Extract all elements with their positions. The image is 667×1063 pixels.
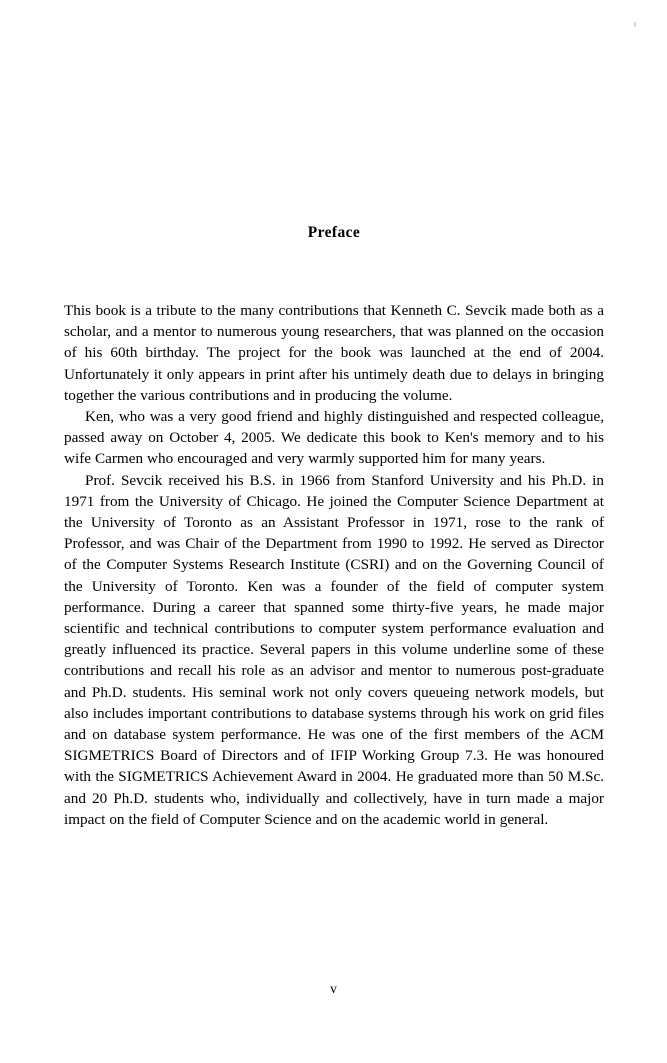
paragraph-dedication: Ken, who was a very good friend and highly distinguished and respected colleague, passed away on October 4, 2005. We dedicate this book to Ken's memory and to his wife Carmen who encouraged and very warmly supported him for many years. [64, 408, 604, 468]
page-number: v [330, 981, 337, 996]
text-block [64, 0, 604, 830]
paragraph-biography: Prof. Sevcik received his B.S. in 1966 from Stanford University and his Ph.D. in 1971 from the University of Chicago. He joined the Computer Science Department at the University of Toronto as an Assistant Professor in 1971, rose to the rank of Professor, and was Chair of the Department from 1990 to 1992. He served as Director of the Computer Systems Research Institute (CSRI) and on the Governing Council of the University of Toronto. Ken was a founder of the field of computer system performance. During a career that spanned some thirty-five years, he made major scientific and technical contributions to computer system performance evaluation and greatly influenced its practice. Several papers in this volume underline some of these contributions and recall his role as an advisor and mentor to numerous post-graduate and Ph.D. students. His seminal work not only covers queueing network models, but also includes important contributions to database systems through his work on grid files and on database system performance. He was one of the first members of the ACM SIGMETRICS Board of Directors and of IFIP Working Group 7.3. He was honoured with the SIGMETRICS Achievement Award in 2004. He graduated more than 50 M.Sc. and 20 Ph.D. students who, individually and collectively, have in turn made a major impact on the field of Computer Science and on the academic world in general. [64, 471, 604, 828]
page-title: Preface [307, 224, 361, 241]
body-copy [64, 242, 604, 830]
paragraph-tribute: This book is a tribute to the many contributions that Kenneth C. Sevcik made both as a scholar, and a mentor to numerous young researchers, that was planned on the occasion of his 60th birthday. The project for the book was launched at the end of 2004. Unfortunately it only appears in print after his untimely death due to delays in bringing together the various contributions and in producing the volume. [64, 302, 604, 404]
scan-artifact-speck [634, 22, 636, 27]
